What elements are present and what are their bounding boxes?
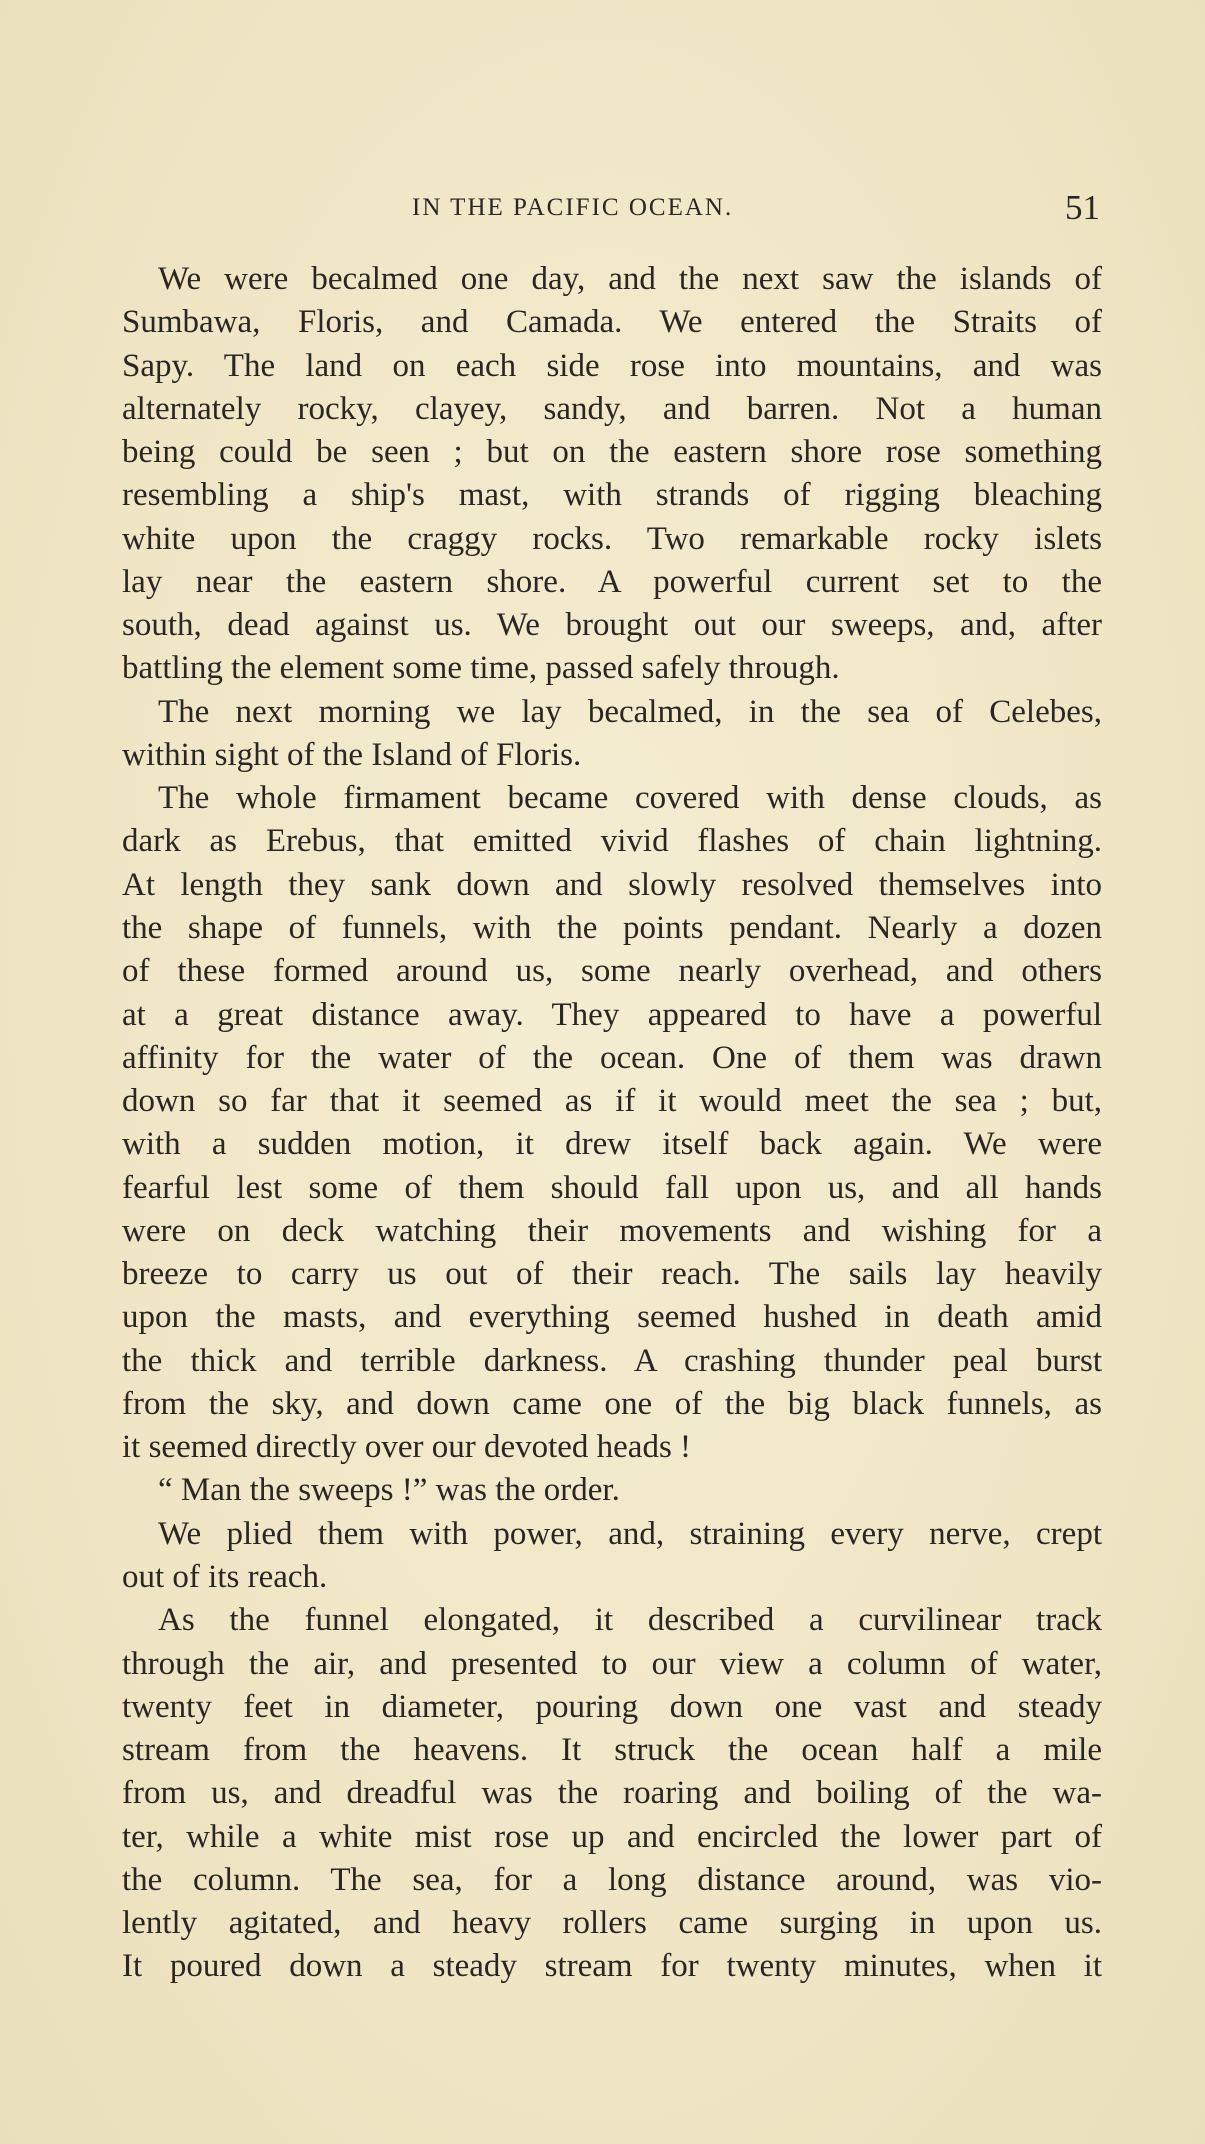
text-line: through the air, and presented to our view a column of water, [122, 1645, 1102, 1682]
text-line: lay near the eastern shore. A powerful current set to the [122, 563, 1102, 600]
text-line: The next morning we lay becalmed, in the sea of Celebes, [158, 693, 1102, 730]
text-line: We plied them with power, and, straining every nerve, crept [158, 1515, 1102, 1552]
text-line: affinity for the water of the ocean. One of them was drawn [122, 1039, 1102, 1076]
text-line: within sight of the Island of Floris. [122, 736, 582, 773]
text-line: Sapy. The land on each side rose into mountains, and was [122, 347, 1102, 384]
text-line: twenty feet in diameter, pouring down one vast and steady [122, 1688, 1102, 1725]
text-line: It poured down a steady stream for twenty minutes, when it [122, 1948, 1102, 1985]
text-line: Sumbawa, Floris, and Camada. We entered the Straits of [122, 304, 1102, 341]
text-line: of these formed around us, some nearly overhead, and others [122, 953, 1102, 990]
text-line: at a great distance away. They appeared to have a powerful [122, 996, 1102, 1033]
text-line: fearful lest some of them should fall upon us, and all hands [122, 1169, 1102, 1206]
body-text [122, 258, 1102, 1989]
text-line: ter, while a white mist rose up and encircled the lower part of [122, 1818, 1102, 1855]
text-line: battling the element some time, passed safely through. [122, 650, 840, 687]
text-line: alternately rocky, clayey, sandy, and barren. Not a human [122, 390, 1102, 427]
text-line: out of its reach. [122, 1558, 328, 1595]
text-line: “ Man the sweeps !” was the order. [158, 1472, 620, 1509]
text-line: the column. The sea, for a long distance around, was vio- [122, 1861, 1102, 1898]
text-line: it seemed directly over our devoted heads ! [122, 1429, 692, 1466]
text-line: south, dead against us. We brought out our sweeps, and, after [122, 607, 1102, 644]
text-line: We were becalmed one day, and the next saw the islands of [158, 261, 1102, 297]
text-line: from us, and dreadful was the roaring and boiling of the wa- [122, 1775, 1102, 1812]
text-line: At length they sank down and slowly resolved themselves into [122, 866, 1102, 903]
text-line: breeze to carry us out of their reach. The sails lay heavily [122, 1256, 1102, 1293]
text-line: The whole firmament became covered with dense clouds, as [158, 780, 1102, 817]
text-line: the thick and terrible darkness. A crashing thunder peal burst [122, 1342, 1102, 1379]
page-number: 51 [1065, 188, 1100, 227]
text-line: dark as Erebus, that emitted vivid flashes of chain lightning. [122, 823, 1102, 860]
text-line: being could be seen ; but on the eastern shore rose something [122, 434, 1102, 471]
text-line: with a sudden motion, it drew itself back again. We were [122, 1126, 1102, 1163]
text-line: upon the masts, and everything seemed hushed in death amid [122, 1299, 1102, 1336]
text-line: from the sky, and down came one of the big black funnels, as [122, 1385, 1102, 1422]
text-line: stream from the heavens. It struck the ocean half a mile [122, 1732, 1102, 1769]
text-line: As the funnel elongated, it described a curvilinear track [158, 1602, 1102, 1639]
text-line: white upon the craggy rocks. Two remarkable rocky islets [122, 520, 1102, 557]
text-line: resembling a ship's mast, with strands of rigging bleaching [122, 477, 1102, 514]
text-line: were on deck watching their movements and wishing for a [122, 1212, 1102, 1249]
text-line: down so far that it seemed as if it would meet the sea ; but, [122, 1083, 1102, 1120]
text-line: lently agitated, and heavy rollers came surging in upon us. [122, 1905, 1102, 1942]
text-line: the shape of funnels, with the points pendant. Nearly a dozen [122, 909, 1102, 946]
page-header [122, 188, 1100, 238]
running-head: IN THE PACIFIC OCEAN. [412, 194, 734, 221]
